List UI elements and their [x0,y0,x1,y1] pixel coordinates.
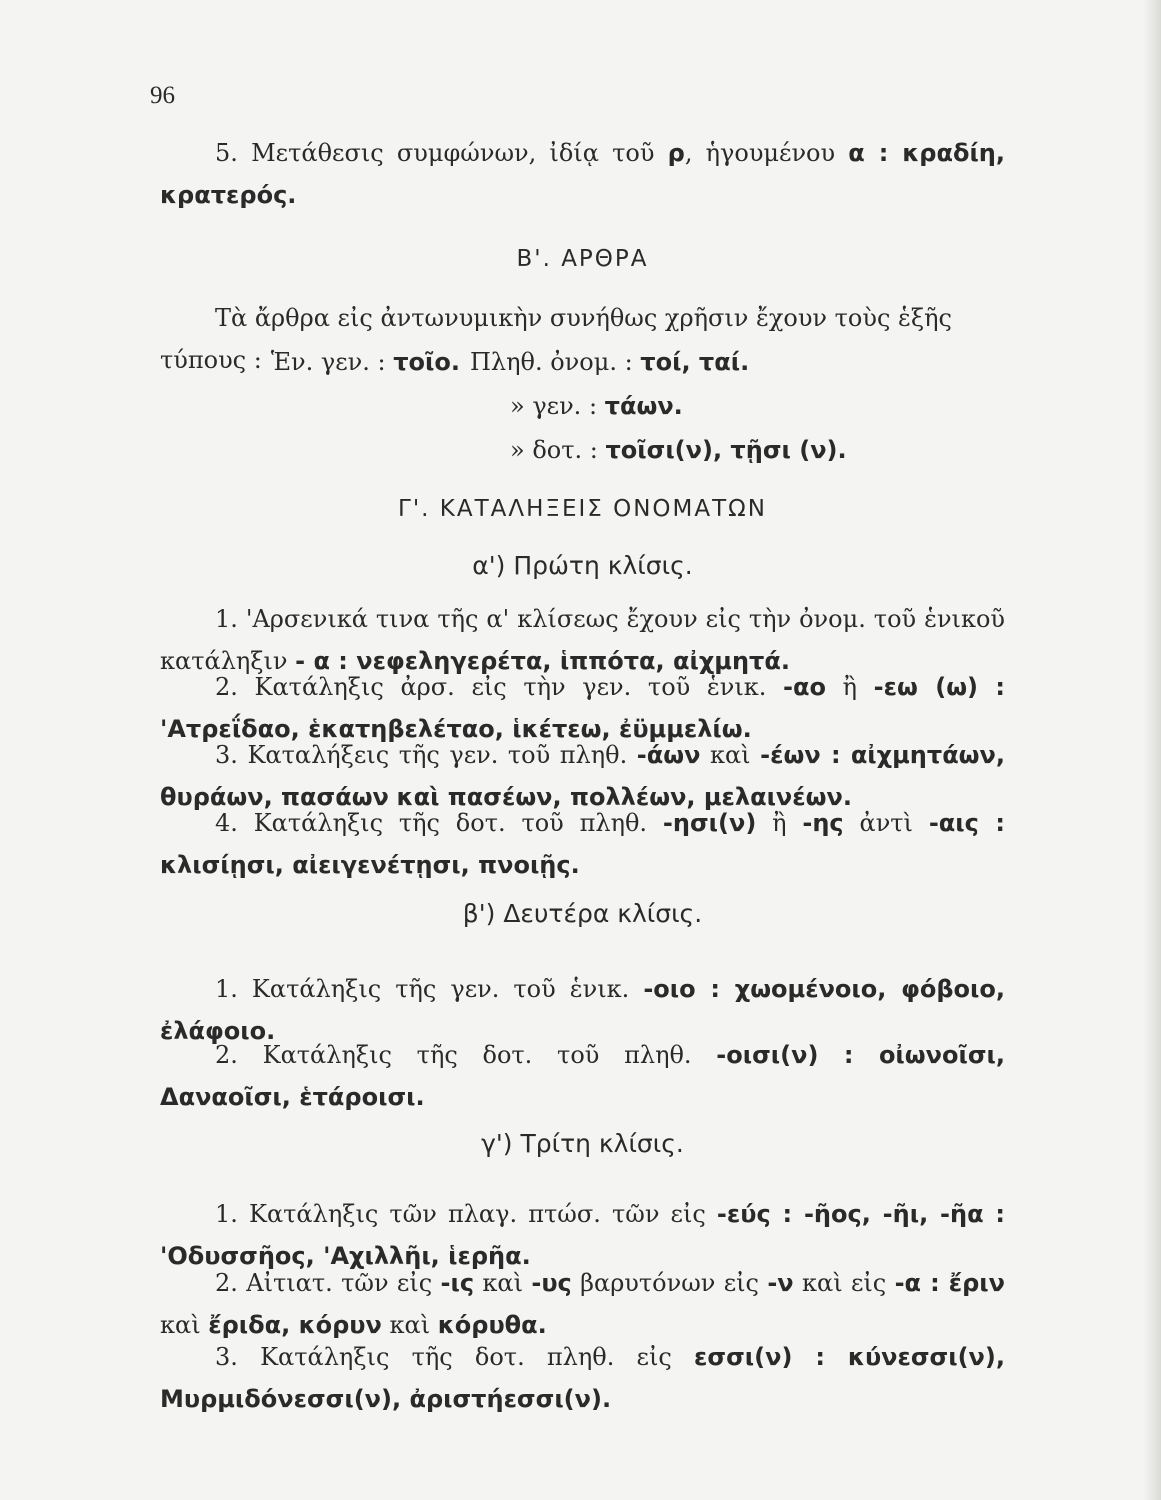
third-declension-title: γ') Τρίτη κλίσις. [481,1129,684,1158]
paragraph-5-metathesis: 5. Μετάθεσις συμφώνων, ἰδίᾳ τοῦ ρ, ἡγουμένου α : κραδίη, κρατερός. [160,139,1006,209]
first-decl-item-1: 1. 'Αρσενικά τινα τῆς α' κλίσεως ἔχουν εἰς τὴν ὀνομ. τοῦ ἑνικοῦ κατάληξιν - α : νεφεληγερέτα, ἱππότα, αἰχμητά. [160,605,1005,675]
section-heading-kataliksis: Γ'. ΚΑΤΑΛΗΞΕΙΣ ΟΝΟΜΑΤΩΝ [398,496,767,522]
third-decl-item-1: 1. Κατάληξις τῶν πλαγ. πτώσ. τῶν εἰς -εύς : -ῆος, -ῆι, -ῆα : 'Οδυσσῆος, 'Αχιλλῆι, ἱερῆα. [160,1200,1005,1270]
article-row: » δοτ. : τοῖσι(ν), τῇσι (ν). [510,436,847,464]
second-decl-item-2: 2. Κατάληξις τῆς δοτ. τοῦ πληθ. -οισι(ν) : οἰωνοῖσι, Δαναοῖσι, ἑτάροισι. [160,1041,1005,1111]
article-row: » γεν. : τάων. [510,392,683,420]
page-edge-shadow [1143,0,1161,1500]
book-page [150,0,1006,1500]
article-forms-table [160,340,1005,472]
article-row: Ἑν. γεν. : τοῖο. Πληθ. ὀνομ. : τοί, ταί. [270,348,750,376]
arthra-intro: Τὰ ἄρθρα εἰς ἀντωνυμικὴν συνήθως χρῆσιν ἔχουν τοὺς ἑξῆς τύπους : [160,304,952,374]
third-decl-item-2: 2. Αἰτιατ. τῶν εἰς -ις καὶ -υς βαρυτόνων εἰς -ν καὶ εἰς -α : ἔριν καὶ ἔριδα, κόρυν καὶ κόρυθα. [160,1269,1005,1339]
section-heading-arthra: Β'. ΑΡΘΡΑ [516,246,649,272]
first-decl-item-4: 4. Κατάληξις τῆς δοτ. τοῦ πληθ. -ησι(ν) ἢ -ης ἀντὶ -αις : κλισίῃσι, αἰειγενέτῃσι, πνοιῇς. [160,809,1006,879]
third-decl-item-3: 3. Κατάληξις τῆς δοτ. πληθ. εἰς εσσι(ν) : κύνεσσι(ν), Μυρμιδόνεσσι(ν), ἀριστήεσσι(ν). [160,1343,1005,1413]
page-number: 96 [150,82,175,109]
second-decl-item-1: 1. Κατάληξις τῆς γεν. τοῦ ἑνικ. -οιο : χωομένοιο, φόβοιο, ἐλάφοιο. [160,975,1006,1045]
first-decl-item-2: 2. Κατάληξις ἀρσ. εἰς τὴν γεν. τοῦ ἑνικ. -αο ἢ -εω (ω) : 'Ατρεΐδαο, ἑκατηβελέταο, ἱκέτεω, ἐϋμμελίω. [160,673,1005,743]
first-decl-item-3: 3. Καταλήξεις τῆς γεν. τοῦ πληθ. -άων καὶ -έων : αἰχμητάων, θυράων, πασάων καὶ πασέων, πολλέων, μελαινέων. [160,741,1006,811]
first-declension-title: α') Πρώτη κλίσις. [472,551,693,580]
second-declension-title: β') Δευτέρα κλίσις. [462,899,703,928]
